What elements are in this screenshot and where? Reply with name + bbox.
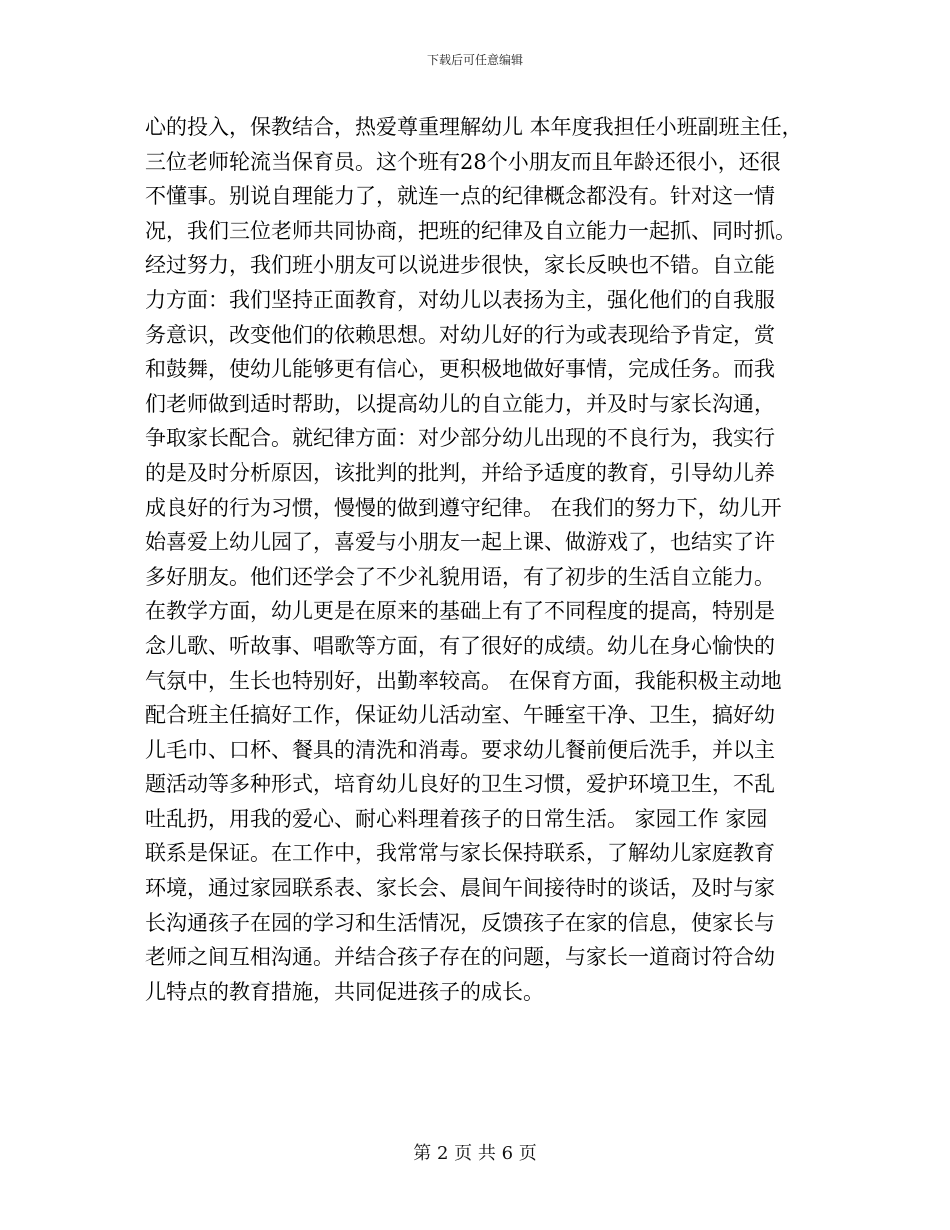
text-line: 力方面：我们坚持正面教育，对幼儿以表扬为主，强化他们的自我服 (145, 287, 775, 312)
text-line: 成良好的行为习惯，慢慢的做到遵守纪律。 在我们的努力下，幼儿开 (145, 495, 782, 520)
text-line: 老师之间互相沟通。并结合孩子存在的问题，与家长一道商讨符合幼 (145, 945, 775, 970)
page-number-footer: 第 2 页 共 6 页 (413, 1143, 537, 1164)
text-line: 儿特点的教育措施，共同促进孩子的成长。 (145, 979, 544, 1004)
text-line: 争取家长配合。就纪律方面：对少部分幼儿出现的不良行为，我实行 (145, 426, 775, 451)
text-line: 和鼓舞，使幼儿能够更有信心，更积极地做好事情，完成任务。而我 (145, 357, 775, 382)
text-line: 儿毛巾、口杯、餐具的清洗和消毒。要求幼儿餐前便后洗手，并以主 (145, 737, 775, 762)
text-line: 务意识，改变他们的依赖思想。对幼儿好的行为或表现给予肯定，赏 (145, 322, 775, 347)
text-line: 环境，通过家园联系表、家长会、晨间午间接待时的谈话，及时与家 (145, 876, 775, 901)
page-header: 下载后可任意编辑 (426, 53, 523, 67)
text-line: 始喜爱上幼儿园了，喜爱与小朋友一起上课、做游戏了，也结实了许 (145, 530, 775, 555)
text-line: 况，我们三位老师共同协商，把班的纪律及自立能力一起抓、同时抓。 (145, 218, 796, 243)
text-line: 们老师做到适时帮助，以提高幼儿的自立能力，并及时与家长沟通， (145, 391, 775, 416)
document-body (145, 110, 805, 1009)
text-line: 在教学方面，幼儿更是在原来的基础上有了不同程度的提高，特别是 (145, 599, 775, 624)
text-line: 三位老师轮流当保育员。这个班有28个小朋友而且年龄还很小，还很 (145, 149, 781, 174)
text-line: 联系是保证。在工作中，我常常与家长保持联系，了解幼儿家庭教育 (145, 841, 775, 866)
text-line: 不懂事。别说自理能力了，就连一点的纪律概念都没有。针对这一情 (145, 184, 775, 209)
text-line: 念儿歌、听故事、唱歌等方面，有了很好的成绩。幼儿在身心愉快的 (145, 633, 775, 658)
text-line: 的是及时分析原因，该批判的批判，并给予适度的教育，引导幼儿养 (145, 460, 775, 485)
text-line: 心的投入，保教结合，热爱尊重理解幼儿 本年度我担任小班副班主任， (145, 115, 803, 139)
text-line: 经过努力，我们班小朋友可以说进步很快，家长反映也不错。自立能 (145, 253, 775, 278)
text-line: 题活动等多种形式，培育幼儿良好的卫生习惯，爱护环境卫生，不乱 (145, 772, 775, 797)
text-line: 吐乱扔，用我的爱心、耐心料理着孩子的日常生活。 家园工作 家园 (145, 806, 768, 831)
text-line: 多好朋友。他们还学会了不少礼貌用语，有了初步的生活自立能力。 (145, 564, 775, 589)
text-line: 长沟通孩子在园的学习和生活情况，反馈孩子在家的信息，使家长与 (145, 910, 775, 935)
text-line: 气氛中，生长也特别好，出勤率较高。 在保育方面，我能积极主动地 (145, 668, 782, 693)
text-line: 配合班主任搞好工作，保证幼儿活动室、午睡室干净、卫生，搞好幼 (145, 703, 775, 728)
